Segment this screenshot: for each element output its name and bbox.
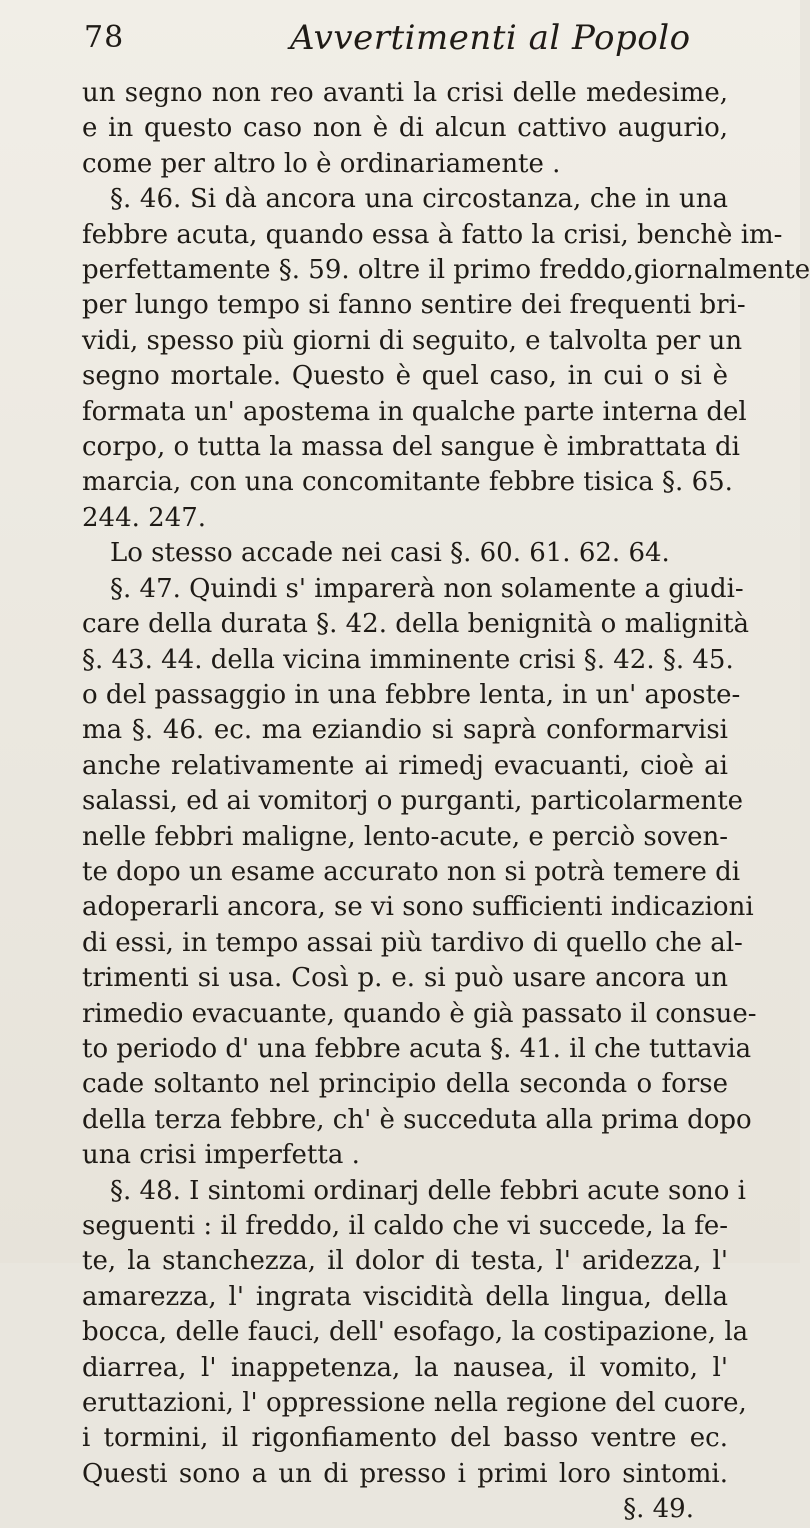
text-line: o del passaggio in una febbre lenta, in un' aposte- xyxy=(82,679,741,710)
text-line: un segno non reo avanti la crisi delle medesime, xyxy=(82,78,728,108)
text-line: trimenti si usa. Così p. e. si può usare ancora un xyxy=(82,963,728,994)
text-line: come per altro lo è ordinariamente . xyxy=(82,148,561,179)
text-line: i tormini, il rigonfiamento del basso ventre ec. xyxy=(82,1423,728,1454)
page-number: 78 xyxy=(84,20,125,55)
text-line: corpo, o tutta la massa del sangue è imbrattata di xyxy=(82,432,740,463)
text-line: te dopo un esame accurato non si potrà temere di xyxy=(82,856,741,887)
text-line: anche relativamente ai rimedj evacuanti, cioè ai xyxy=(82,750,728,781)
text-line: te, la stanchezza, il dolor di testa, l' aridezza, l' xyxy=(82,1246,728,1277)
body-text xyxy=(82,76,810,1528)
text-line: eruttazioni, l' oppressione nella regione del cuore, xyxy=(82,1388,747,1419)
text-line: care della durata §. 42. della benignità o malignità xyxy=(82,609,750,640)
text-line: Lo stesso accade nei casi §. 60. 61. 62. 64. xyxy=(110,538,670,569)
text-line: nelle febbri maligne, lento-acute, e perciò soven- xyxy=(82,821,728,852)
text-line: adoperarli ancora, se vi sono sufficienti indicazioni xyxy=(82,892,754,923)
catchword: §. 49. xyxy=(623,1494,694,1525)
text-line: di essi, in tempo assai più tardivo di quello che al- xyxy=(82,927,743,958)
text-line: perfettamente §. 59. oltre il primo freddo,giornalmente xyxy=(82,255,810,286)
text-line: e in questo caso non è di alcun cattivo augurio, xyxy=(82,113,728,144)
text-line: §. 43. 44. della vicina imminente crisi §. 42. §. 45. xyxy=(82,644,734,675)
text-line: Questi sono a un di presso i primi loro sintomi. xyxy=(82,1458,728,1489)
text-line: una crisi imperfetta . xyxy=(82,1140,360,1171)
text-line: diarrea, l' inappetenza, la nausea, il vomito, l' xyxy=(82,1352,728,1383)
running-head: Avvertimenti al Popolo xyxy=(290,18,691,58)
text-line: rimedio evacuante, quando è già passato il consue- xyxy=(82,998,757,1029)
text-line: 244. 247. xyxy=(82,502,207,533)
text-line: §. 47. Quindi s' imparerà non solamente a giudi- xyxy=(110,573,744,604)
text-line: §. 48. I sintomi ordinarj delle febbri acute sono i xyxy=(110,1175,746,1206)
text-line: formata un' apostema in qualche parte interna del xyxy=(82,396,747,427)
text-line: marcia, con una concomitante febbre tisica §. 65. xyxy=(82,467,733,498)
text-line: to periodo d' una febbre acuta §. 41. il che tuttavia xyxy=(82,1033,752,1064)
text-line: cade soltanto nel principio della seconda o forse xyxy=(82,1069,728,1100)
text-line: vidi, spesso più giorni di seguito, e talvolta per un xyxy=(82,325,743,356)
text-line: bocca, delle fauci, dell' esofago, la costipazione, la xyxy=(82,1317,749,1348)
text-line: seguenti : il freddo, il caldo che vi succede, la fe- xyxy=(82,1211,728,1241)
text-line: ma §. 46. ec. ma eziandio si saprà conformarvisi xyxy=(82,715,728,746)
text-line: della terza febbre, ch' è succeduta alla prima dopo xyxy=(82,1104,752,1135)
page-header xyxy=(80,18,720,62)
text-line: febbre acuta, quando essa à fatto la crisi, benchè im- xyxy=(82,219,783,250)
text-line: segno mortale. Questo è quel caso, in cui o si è xyxy=(82,361,728,392)
text-line: amarezza, l' ingrata viscidità della lingua, della xyxy=(82,1281,728,1312)
text-line: per lungo tempo si fanno sentire dei frequenti bri- xyxy=(82,290,746,321)
text-line: salassi, ed ai vomitorj o purganti, particolarmente xyxy=(82,786,744,817)
text-line: §. 46. Si dà ancora una circostanza, che in una xyxy=(110,184,728,215)
